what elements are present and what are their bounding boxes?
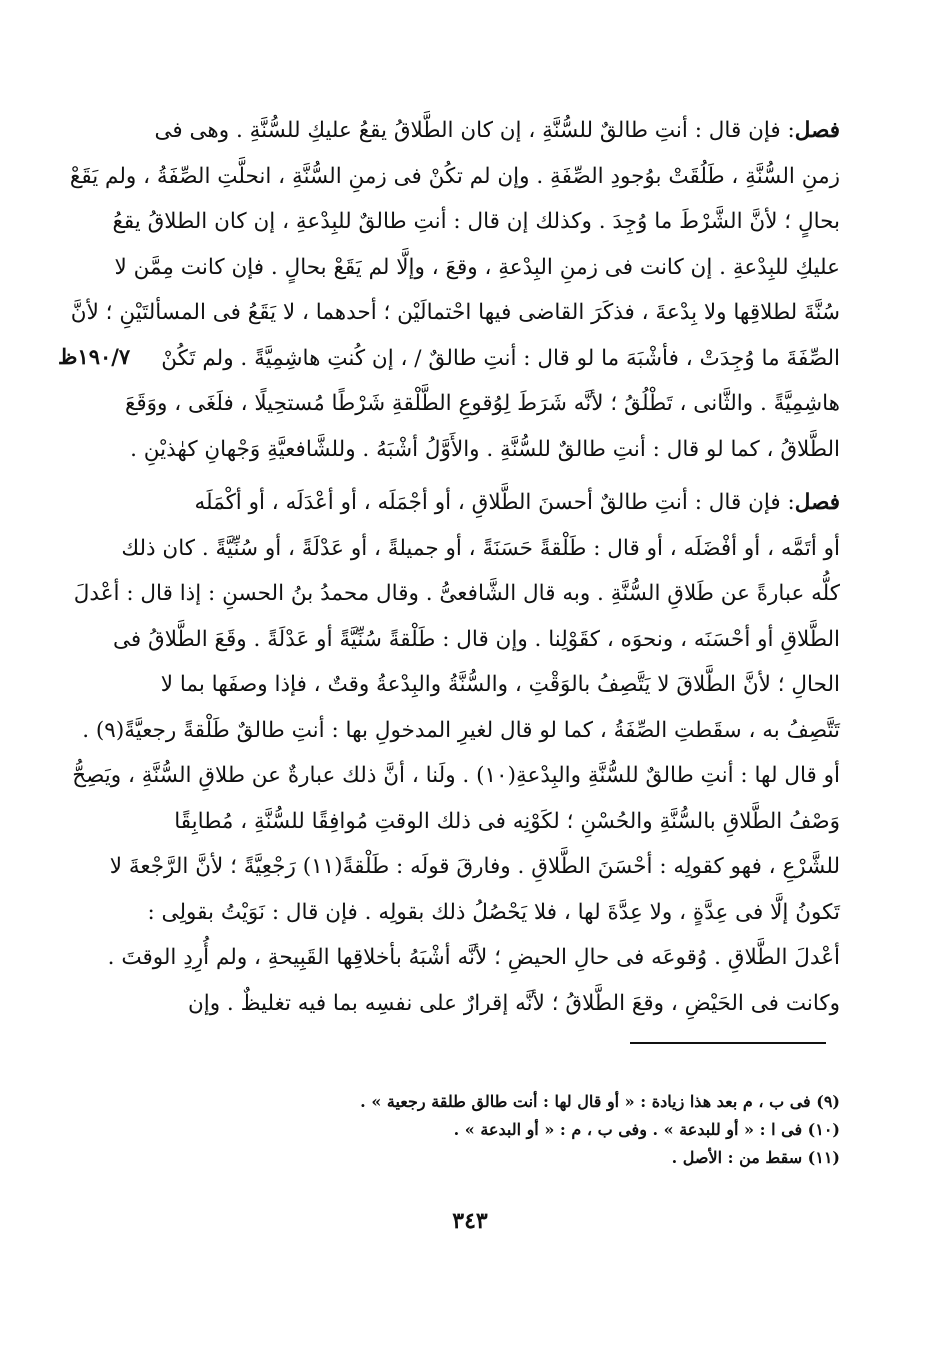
footnote: (٩) فى ب ، م بعد هذا زيادة : « أو قال لها : أنت طالق طلقة رجعية » .: [360, 1092, 840, 1111]
text-line: عليكِ للبِدْعةِ . إن كانت فى زمنِ البِدْعةِ ، وقعَ ، وإلَّا لم يَقَعْ بحالٍ . فإن كانت مِمَّن لا: [114, 254, 840, 280]
footnote-separator: [630, 1042, 826, 1044]
text-line: فصل: فإن قال : أنتِ طالقٌ أحسنَ الطَّلاقِ ، أو أجْمَلَه ، أو أعْدَلَه ، أو أكْمَلَه: [194, 490, 840, 515]
footnote: (١١) سقط من : الأصل .: [671, 1148, 840, 1167]
paragraph-gap: [150, 472, 840, 480]
text-line: الحالِ ؛ لأنَّ الطَّلاقَ لا يَتَّصِفُ بالوَقْتِ ، والسُّنَّةُ والبِدْعةُ وقتٌ ، فإذا وصفَها بما لا: [160, 672, 840, 697]
text-line: هاشِمِيَّةً . والثَّانى ، تَطْلُقُ ؛ لأنَّه شَرَطَ لِوُقوعِ الطَّلْقةِ شَرْطًا مُستحِيلًا ، فلَغَى ، ووَقَعَ: [124, 391, 840, 416]
text-line: تَكونُ إلَّا فى عِدَّةٍ ، ولا عِدَّةَ لها ، فلا يَحْصُلُ ذلك بقولِه . فإن قال : نَوَيْتُ بقولِى :: [147, 899, 840, 925]
section-heading: فصل: [794, 118, 840, 143]
page-number: ٣٤٣: [452, 1208, 488, 1234]
text-line: كلُّه عبارةً عن طَلاقِ السُّنَّةِ . وبه قال الشَّافعىُّ . وقال محمدُ بنُ الحسنِ : إذا قال : أعْدلَ: [73, 581, 840, 606]
text-line: فصل: فإن قال : أنتِ طالقٌ للسُّنَّةِ ، إن كان الطَّلاقُ يقعُ عليكِ للسُّنَّةِ . وهى فى: [154, 118, 840, 143]
text-line: وَصْفُ الطَّلاقِ بالسُّنَّةِ والحُسْنِ ؛ لكَوْنِه فى ذلك الوقتِ مُوافِقًا للسُّنَّةِ ، مُطابِقًا: [174, 808, 840, 834]
footnote: (١٠) فى ا : « أو للبدعة » . وفى ب ، م : « أو البدعة » .: [453, 1120, 840, 1139]
section-heading: فصل: [794, 490, 840, 515]
text-line: سُنَّةَ لطلاقِها ولا بِدْعةَ ، فذكَرَ القاضى فيها احْتمالَيْن ؛ أحدهما ، لا يَقَعُ فى المسألتَيْنِ ؛ لأنَّ: [70, 300, 840, 325]
text-line: الصِّفَةَ ما وُجِدَتْ ، فأشْبَهَ ما لو قال : أنتِ طالقٌ / ، إن كُنتِ هاشِمِيَّةً . ولم تَكُنْ: [161, 345, 840, 371]
text-line: تَتَّصِفُ به ، سقَطتِ الصِّفَةُ ، كما لو قال لغيرِ المدخولِ بها : أنتِ طالقٌ طَلْقةً رجعيَّةً(٩) .: [82, 717, 840, 743]
footnotes: [150, 1088, 840, 1172]
margin-folio-note: ١٩٠/٧ظ: [58, 344, 131, 369]
text-line: للشَّرْعِ ، فهو كقولِه : أحْسَنَ الطَّلاقِ . وفارقَ قولَه : طَلْقةً(١١) رَجْعِيَّةً ؛ لأنَّ الرَّجْعةَ لا: [109, 854, 840, 879]
text-line: الطَّلاقُ ، كما لو قال : أنتِ طالقٌ للسُّنَّةِ . والأَوَّلُ أشْبَهُ . وللشَّافعيَّةِ وَجْهانِ كهٰذيْنِ .: [130, 436, 840, 462]
text-line: زمنِ السُّنَّةِ ، طَلُقَتْ بوُجودِ الصِّفَةِ . وإن لم تكُنْ فى زمنِ السُّنَّةِ ، انحلَّتِ الصِّفَةُ ، ولم يَقَعْ: [69, 163, 840, 189]
text-line: الطَّلاقِ أو أحْسَنَه ، ونحوَه ، كقَوْلِنا . وإن قال : طَلْقةً سُنِّيَّةً أو عَدْلَةً . وقَعَ الطَّلاقُ فى: [113, 626, 840, 652]
text-line: بحالٍ ؛ لأنَّ الشَّرْطَ ما وُجِدَ . وكذلك إن قال : أنتِ طالقٌ للبِدْعةِ ، إن كان الطلاقُ يقعُ: [112, 209, 840, 234]
text-line: وكانت فى الحَيْضِ ، وقعَ الطَّلاقُ ؛ لأنَّه إقرارٌ على نفسِه بما فيه تغليظٌ . وإن: [187, 990, 840, 1016]
text-line: أعْدلَ الطَّلاقِ . وُقوعَه فى حالِ الحيضِ ؛ لأنَّه أشْبَهُ بأخلاقِها القَبِيحةِ ، ولم أُرِدِ الوقتَ .: [107, 945, 840, 970]
text-line: أو قال لها : أنتِ طالقٌ للسُّنَّةِ والبِدْعةِ(١٠) . ولَنا ، أنَّ ذلك عبارةٌ عن طلاقِ السُّنَّةِ ، ويَصِحُّ: [72, 763, 840, 788]
text-line: أو أتَمَّه ، أو أفْضَلَه ، أو قال : طَلْقةً حَسَنَةً ، أو جميلةً ، أو عَدْلَةً ، أو سُنِّيَّةً . كان ذلك: [121, 535, 840, 561]
